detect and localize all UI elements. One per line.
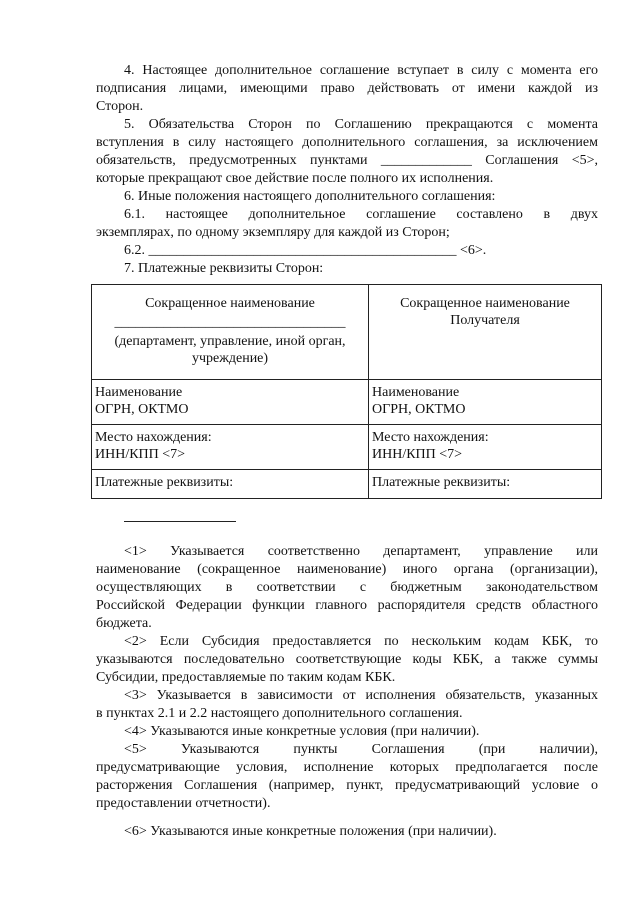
cell-line: Платежные реквизиты:	[95, 475, 234, 490]
footnote-2-line: указываются последовательно соответствующие коды КБК, а также суммы	[96, 652, 598, 667]
footnote-3-line: <3> Указывается в зависимости от исполнения обязательств, указанных	[124, 688, 598, 703]
table-cell	[369, 425, 602, 470]
footnote-1-line: наименование (сокращенное наименование) иного органа (организации),	[96, 562, 598, 577]
paragraph-7: 7. Платежные реквизиты Сторон:	[124, 261, 324, 276]
footnote-1-line: осуществляющих в соответствии с бюджетным законодательством	[96, 580, 598, 595]
paragraph-4-line: подписания лицами, имеющими право действовать от имени каждой из	[96, 81, 598, 96]
cell-line: ОГРН, ОКТМО	[372, 402, 466, 417]
table-cell	[92, 470, 369, 499]
left-head-label: Сокращенное наименование	[145, 296, 315, 311]
paragraph-5-line: обязательств, предусмотренных пунктами _____________ Соглашения <5>,	[96, 153, 598, 168]
cell-line: Место нахождения:	[372, 430, 489, 445]
table-cell	[369, 470, 602, 499]
footnote-5-line: <5> Указываются пункты Соглашения (при наличии),	[124, 742, 598, 757]
footnote-5-line: предоставлении отчетности).	[96, 796, 271, 811]
table-header-left	[92, 285, 369, 380]
paragraph-6-2: 6.2. ____________________________________________ <6>.	[124, 243, 487, 258]
footnote-5-line: предусматривающие условия, исполнение которых предполагается после	[96, 760, 598, 775]
footnote-separator	[124, 521, 236, 522]
cell-line: Наименование	[372, 385, 460, 400]
footnote-1-line: Российской Федерации функции главного распорядителя средств областного	[96, 598, 598, 613]
paragraph-6-1-line: экземплярах, по одному экземпляру для каждой из Сторон;	[96, 225, 450, 240]
table-row	[92, 470, 602, 499]
requisites-table	[91, 284, 602, 499]
footnote-2-line: Субсидии, предоставляемые по таким кодам КБК.	[96, 670, 396, 685]
paragraph-6: 6. Иные положения настоящего дополнительного соглашения:	[124, 189, 496, 204]
right-head-label: Сокращенное наименование Получателя	[400, 296, 570, 328]
left-note: (департамент, управление, иной орган, учреждение)	[114, 334, 346, 366]
table-row	[92, 380, 602, 425]
footnote-3-line: в пунктах 2.1 и 2.2 настоящего дополнительного соглашения.	[96, 706, 463, 721]
paragraph-4-line: 4. Настоящее дополнительное соглашение вступает в силу с момента его	[124, 63, 598, 78]
footnote-6: <6> Указываются иные конкретные положения (при наличии).	[124, 824, 497, 839]
footnote-5-line: расторжения Соглашения (например, пункт, предусматривающий условие о	[96, 778, 598, 793]
table-cell	[92, 425, 369, 470]
paragraph-5-line: которые прекращают свое действие после полного их исполнения.	[96, 171, 494, 186]
left-blank-line: _________________________________	[114, 315, 346, 330]
table-row	[92, 425, 602, 470]
footnote-2-line: <2> Если Субсидия предоставляется по нескольким кодам КБК, то	[124, 634, 598, 649]
cell-line: Наименование	[95, 385, 183, 400]
paragraph-6-1-line: 6.1. настоящее дополнительное соглашение составлено в двух	[124, 207, 598, 222]
table-header-right	[369, 285, 602, 380]
cell-line: Платежные реквизиты:	[372, 475, 511, 490]
cell-line: ИНН/КПП <7>	[95, 447, 186, 462]
table-header-row	[92, 285, 602, 380]
table-cell	[92, 380, 369, 425]
paragraph-5-line: вступления в силу настоящего дополнительного соглашения, за исключением	[96, 135, 598, 150]
paragraph-4-line: Сторон.	[96, 99, 144, 114]
footnote-1-line: бюджета.	[96, 616, 152, 631]
footnote-4: <4> Указываются иные конкретные условия (при наличии).	[124, 724, 480, 739]
footnote-1-line: <1> Указывается соответственно департамент, управление или	[124, 544, 598, 559]
cell-line: Место нахождения:	[95, 430, 212, 445]
table-cell	[369, 380, 602, 425]
cell-line: ИНН/КПП <7>	[372, 447, 463, 462]
paragraph-5-line: 5. Обязательства Сторон по Соглашению прекращаются с момента	[124, 117, 598, 132]
cell-line: ОГРН, ОКТМО	[95, 402, 189, 417]
